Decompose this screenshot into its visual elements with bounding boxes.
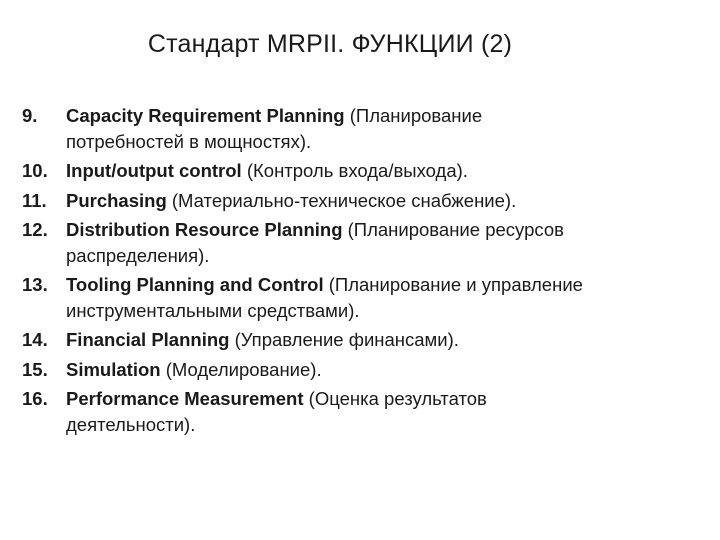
item-number: 13. [22,274,48,295]
item-number: 16. [22,388,48,409]
item-term: Tooling Planning and Control [66,274,324,295]
item-description: (Оценка результатов деятельности). [66,388,487,435]
item-term: Distribution Resource Planning [66,219,343,240]
list-item-16 [22,386,702,437]
list-item-9 [22,103,702,154]
item-text [66,327,586,353]
item-term: Input/output control [66,160,242,181]
item-text [66,272,586,323]
function-list [22,103,702,441]
slide-title: Стандарт MRPII. ФУНКЦИИ (2) [147,30,513,58]
item-description: (Контроль входа/выхода). [241,160,468,181]
item-text [66,386,586,437]
list-item-10 [22,158,702,184]
item-description: (Моделирование). [160,358,322,380]
item-text [66,158,586,184]
item-description: (Материально-техническое снабжение). [166,189,517,211]
list-item-15 [22,357,702,383]
list-item-13 [22,272,702,323]
item-number: 9. [22,105,38,126]
item-term: Performance Measurement [66,388,304,409]
item-description: (Управление финансами). [229,329,459,350]
item-description: (Планирование и управление инструментальными средствами). [66,274,583,321]
list-item-11 [22,188,702,214]
item-text [66,357,586,383]
item-number: 12. [22,219,48,240]
item-description: (Планирование ресурсов распределения). [66,219,564,266]
item-number: 15. [22,358,48,380]
item-description: (Планирование потребностей в мощностях). [66,105,483,152]
item-text [66,188,586,214]
item-number: 10. [22,160,48,181]
item-term: Purchasing [66,189,167,211]
list-item-12 [22,217,702,268]
item-term: Simulation [66,358,161,380]
item-term: Capacity Requirement Planning [66,105,345,126]
list-item-14 [22,327,702,353]
item-number: 11. [22,189,47,211]
item-text [66,217,586,268]
item-number: 14. [22,329,48,350]
item-text [66,103,586,154]
item-term: Financial Planning [66,329,230,350]
